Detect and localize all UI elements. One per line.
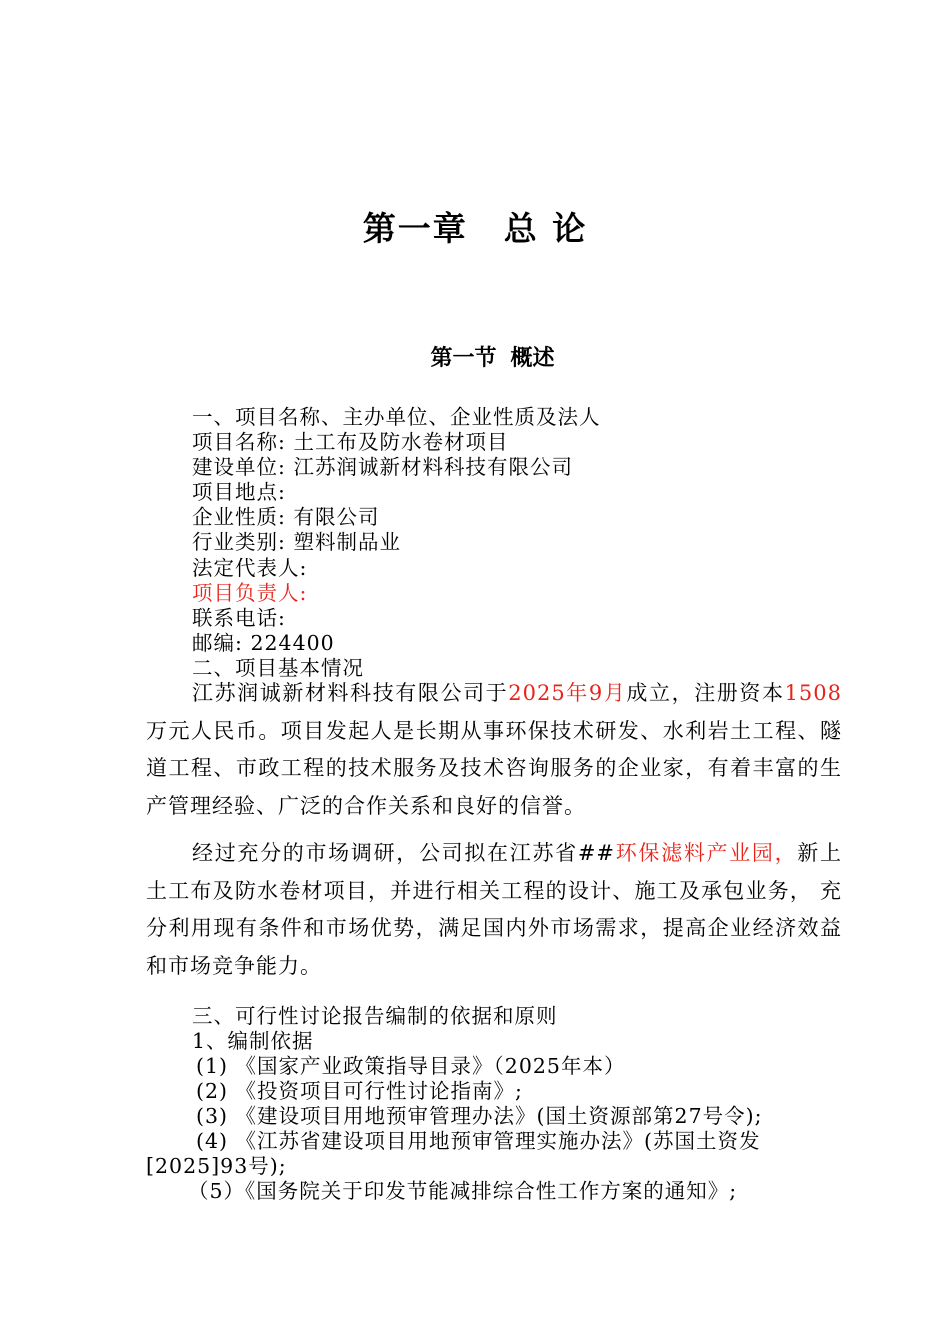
chapter-title bbox=[0, 203, 950, 250]
basis-item-1: (1) 《国家产业政策指导目录》（2025年本） bbox=[196, 1054, 626, 1078]
section-number: 第一节 bbox=[430, 346, 497, 371]
project-name-label: 项目名称: bbox=[192, 430, 286, 454]
nature-label: 企业性质: bbox=[192, 505, 286, 529]
basis-item-4: (4) 《江苏省建设项目用地预审管理实施办法》(苏国土资发 bbox=[196, 1129, 761, 1153]
project-name-row bbox=[192, 430, 508, 455]
builder-label: 建设单位: bbox=[192, 455, 286, 479]
industrial-park: 环保滤料产业园， bbox=[615, 841, 798, 865]
industry-row bbox=[192, 530, 401, 555]
p1-text-b: 成立，注册资本 bbox=[626, 681, 785, 705]
paragraph-company bbox=[146, 675, 842, 825]
site-label: 项目地点: bbox=[192, 480, 286, 504]
nature-value: 有限公司 bbox=[293, 505, 380, 529]
zip-label: 邮编: bbox=[192, 631, 243, 655]
zip-row bbox=[192, 631, 335, 656]
p2-text-b: 新上土工布及防水卷材项目，并进行相关工程的设计、施工及承包业务， 充分利用现有条件和市场优势，满足国内外市场需求，提高企业经济效益和市场竞争能力。 bbox=[146, 841, 842, 978]
project-manager-label: 项目负责人: bbox=[192, 581, 308, 605]
chapter-name: 总 论 bbox=[503, 209, 588, 248]
heading-basis-sub: 1、编制依据 bbox=[192, 1029, 314, 1053]
industry-label: 行业类别: bbox=[192, 530, 286, 554]
zip-value: 224400 bbox=[250, 631, 335, 655]
builder-row bbox=[192, 455, 573, 480]
paragraph-plan bbox=[146, 835, 842, 985]
legal-rep-label: 法定代表人: bbox=[192, 556, 308, 580]
builder-value: 江苏润诚新材料科技有限公司 bbox=[293, 455, 573, 479]
chapter-number: 第一章 bbox=[362, 209, 468, 248]
p2-text-a: 经过充分的市场调研，公司拟在江苏省## bbox=[192, 841, 616, 865]
heading-basic-info: 二、项目基本情况 bbox=[192, 656, 364, 680]
project-name-value: 土工布及防水卷材项目 bbox=[293, 430, 509, 454]
phone-label: 联系电话: bbox=[192, 606, 286, 630]
heading-project-info: 一、项目名称、主办单位、企业性质及法人 bbox=[192, 405, 601, 429]
basis-item-4-cont: [2025]93号); bbox=[146, 1154, 287, 1178]
basis-item-3: (3) 《建设项目用地预审管理办法》(国土资源部第27号令); bbox=[196, 1104, 763, 1128]
founding-date: 2025年9月 bbox=[508, 681, 627, 705]
industry-value: 塑料制品业 bbox=[293, 530, 401, 554]
section-name: 概述 bbox=[510, 346, 555, 371]
section-title bbox=[0, 341, 950, 372]
registered-capital: 1508 bbox=[784, 681, 843, 705]
p1-text-a: 江苏润诚新材料科技有限公司于 bbox=[192, 681, 509, 705]
basis-item-2: (2) 《投资项目可行性讨论指南》; bbox=[196, 1079, 523, 1103]
basis-item-5: （5）《国务院关于印发节能减排综合性工作方案的通知》; bbox=[188, 1179, 738, 1203]
p1-text-c: 万元人民币。项目发起人是长期从事环保技术研发、水利岩土工程、隧道工程、市政工程的技术服务及技术咨询服务的企业家，有着丰富的生产管理经验、广泛的合作关系和良好的信誉。 bbox=[146, 718, 842, 818]
heading-basis: 三、可行性讨论报告编制的依据和原则 bbox=[192, 1004, 558, 1028]
nature-row bbox=[192, 505, 379, 530]
